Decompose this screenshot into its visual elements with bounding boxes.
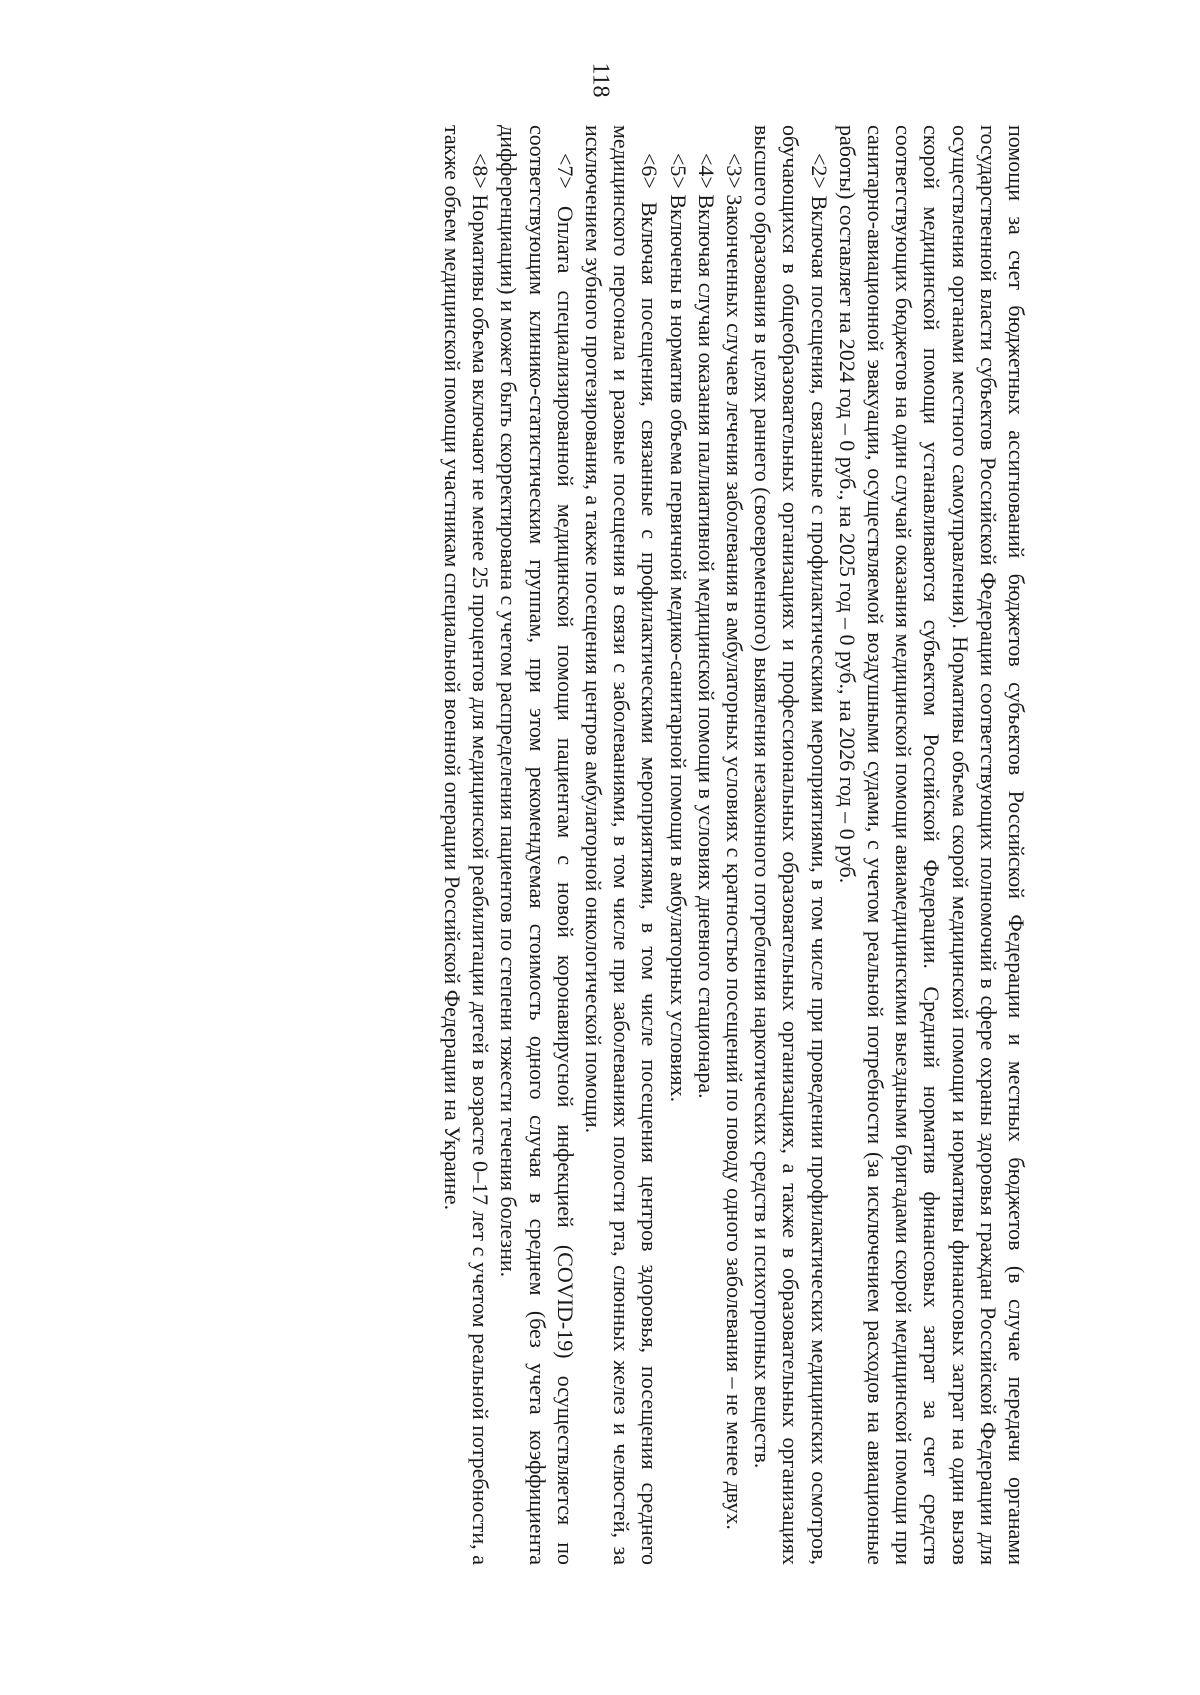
footnote-4: <4> Включая случаи оказания паллиативной медицинской помощи в условиях дневного стационара. (693, 153, 719, 1099)
paragraph-continuation: помощи за счет бюджетных ассигнований бюджетов субъектов Российской Федерации и местных бюджетов (в случае передачи органами государственной власти субъектов Российской Федерации соответствующих полномочий в сфере охраны здоровья граждан Российской Федерации для осуществления органами местного самоуправления). Нормативы объема скорой медицинской помощи и нормативы финансовых затрат на один вызов скорой медицинской помощи устанавливаются субъектом Российской Федерации. Средний норматив финансовых затрат за счет средств соответствующих бюджетов на один случай оказания медицинской помощи авиамедицинскими выездными бригадами скорой медицинской помощи при санитарно-авиационной эвакуации, осуществляемой воздушными судами, с учетом реальной потребности (за исключением расходов на авиационные работы) составляет на 2024 год – 0 руб., на 2025 год – 0 руб., на 2026 год – 0 руб. (834, 125, 1029, 1565)
footnote-7: <7> Оплата специализированной медицинской помощи пациентам с новой коронавирусной инфекцией (COVID-19) осуществляется по соответствующим клинико-статистическим группам, при этом рекомендуемая стоимость одного случая в среднем (без учета коэффициента дифференциации) и может быть скорректирована с учетом распределения пациентов по степени тяжести течения болезни. (496, 125, 578, 1565)
footnote-2: <2> Включая посещения, связанные с профилактическими мероприятиями, в том числе при проведении профилактических медицинских осмотров, обучающихся в общеобразовательных организациях и профессиональных образовательных организациях, а также в образовательных организациях высшего образования в целях раннего (своевременного) выявления незаконного потребления наркотических средств и психотропных веществ. (750, 125, 832, 1565)
footnote-3: <3> Законченных случаев лечения заболевания в амбулаторных условиях с кратностью посещений по поводу одного заболевания – не менее двух. (721, 153, 747, 1530)
footnote-5: <5> Включены в норматив объема первичной медико-санитарной помощи в амбулаторных условиях. (665, 153, 691, 1103)
document-body (170, 125, 1030, 1565)
footnote-6: <6> Включая посещения, связанные с профилактическими мероприятиями, в том числе посещения центров здоровья, посещения среднего медицинского персонала и разовые посещения в связи с заболеваниями, в том числе при заболеваниях полости рта, слюнных желез и челюстей, за исключением зубного протезирования, а также посещения центров амбулаторной онкологической помощи. (580, 125, 663, 1565)
page-number: 118 (587, 62, 614, 98)
footnote-8: <8> Нормативы объема включают не менее 25 процентов для медицинской реабилитации детей в возрасте 0–17 лет с учетом реальной потребности, а также объем медицинской помощи участникам специальной военной операции Российской Федерации на Украине. (439, 125, 494, 1565)
